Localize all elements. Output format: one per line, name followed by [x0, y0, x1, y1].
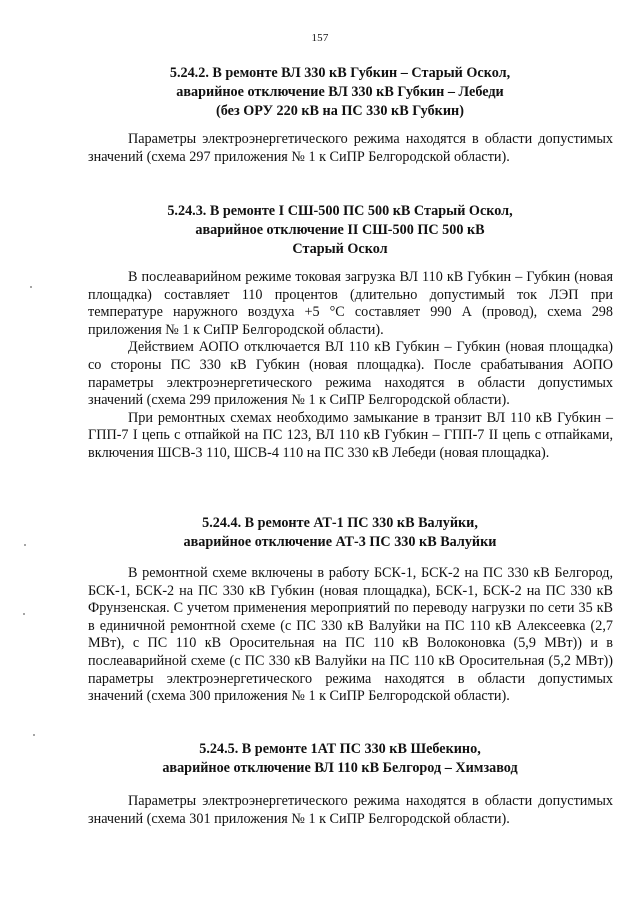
- section-title-line: Старый Оскол: [292, 241, 388, 257]
- scan-speck: [33, 734, 35, 736]
- section-title-line: аварийное отключение II СШ-500 ПС 500 кВ: [195, 222, 485, 238]
- section-title-line: аварийное отключение ВЛ 110 кВ Белгород – Химзавод: [162, 760, 518, 776]
- section-title-line: 5.24.3. В ремонте I СШ-500 ПС 500 кВ Старый Оскол,: [167, 203, 513, 219]
- section-title-line: аварийное отключение АТ-3 ПС 330 кВ Валуйки: [183, 534, 497, 550]
- section-5-24-3-title: [60, 202, 620, 259]
- paragraph: В ремонтной схеме включены в работу БСК-1, БСК-2 на ПС 330 кВ Белгород, БСК-1, БСК-2 на ПС 330 кВ Губкин (новая площадка), БСК-1, БСК-2 на ПС 330 кВ Фрунзенская. С учетом применения мероприятий по переводу нагрузки по сети 35 кВ в единичной ремонтной схеме (с ПС 330 кВ Валуйки на ПС 110 кВ Алексеевка (2,7 МВт), с ПС 110 кВ Оросительная на ПС 110 кВ Волоконовка (5,9 МВт)) и в послеаварийной схеме (с ПС 330 кВ Валуйки на ПС 110 кВ Оросительная (5,2 МВт)) параметры электроэнергетического режима находятся в области допустимых значений (схема 300 приложения № 1 к СиПР Белгородской области).: [88, 565, 613, 705]
- section-title-line: 5.24.4. В ремонте АТ-1 ПС 330 кВ Валуйки,: [202, 515, 478, 531]
- page-number: 157: [311, 32, 329, 44]
- scan-speck: [24, 544, 26, 546]
- section-5-24-2-body: [88, 131, 613, 166]
- section-5-24-4-body: [88, 565, 613, 706]
- section-5-24-5-title: [60, 740, 620, 778]
- section-5-24-5-body: [88, 793, 613, 828]
- paragraph: При ремонтных схемах необходимо замыкание в транзит ВЛ 110 кВ Губкин – ГПП-7 I цепь с отпайкой на ПС 123, ВЛ 110 кВ Губкин – ГПП-7 II цепь с отпайками, включения ШСВ-3 110, ШСВ-4 110 на ПС 330 кВ Лебеди (новая площадка).: [88, 409, 613, 461]
- paragraph: Параметры электроэнергетического режима находятся в области допустимых значений (схема 297 приложения № 1 к СиПР Белгородской области).: [88, 131, 613, 165]
- scan-speck: [30, 286, 32, 288]
- paragraph: Параметры электроэнергетического режима находятся в области допустимых значений (схема 301 приложения № 1 к СиПР Белгородской области).: [88, 793, 613, 827]
- section-5-24-2-title: [60, 64, 620, 121]
- scan-speck: [23, 613, 25, 615]
- section-title-line: аварийное отключение ВЛ 330 кВ Губкин – Лебеди: [176, 84, 504, 100]
- section-title-line: 5.24.2. В ремонте ВЛ 330 кВ Губкин – Старый Оскол,: [169, 65, 511, 81]
- paragraph: В послеаварийном режиме токовая загрузка ВЛ 110 кВ Губкин – Губкин (новая площадка) составляет 110 процентов (длительно допустимый ток ЛЭП при температуре наружного воздуха +5 °С составляет 990 А (провод), схема 298 приложения № 1 к СиПР Белгородской области).: [88, 269, 613, 338]
- section-5-24-3-body: [88, 269, 613, 463]
- section-title-line: 5.24.5. В ремонте 1АТ ПС 330 кВ Шебекино,: [199, 741, 481, 757]
- paragraph: Действием АОПО отключается ВЛ 110 кВ Губкин – Губкин (новая площадка) со стороны ПС 330 кВ Губкин (новая площадка). После срабатывания АОПО параметры электроэнергетического режима находятся в области допустимых значений (схема 299 приложения № 1 к СиПР Белгородской области).: [88, 339, 613, 409]
- section-5-24-4-title: [60, 514, 620, 552]
- section-title-line: (без ОРУ 220 кВ на ПС 330 кВ Губкин): [216, 103, 464, 119]
